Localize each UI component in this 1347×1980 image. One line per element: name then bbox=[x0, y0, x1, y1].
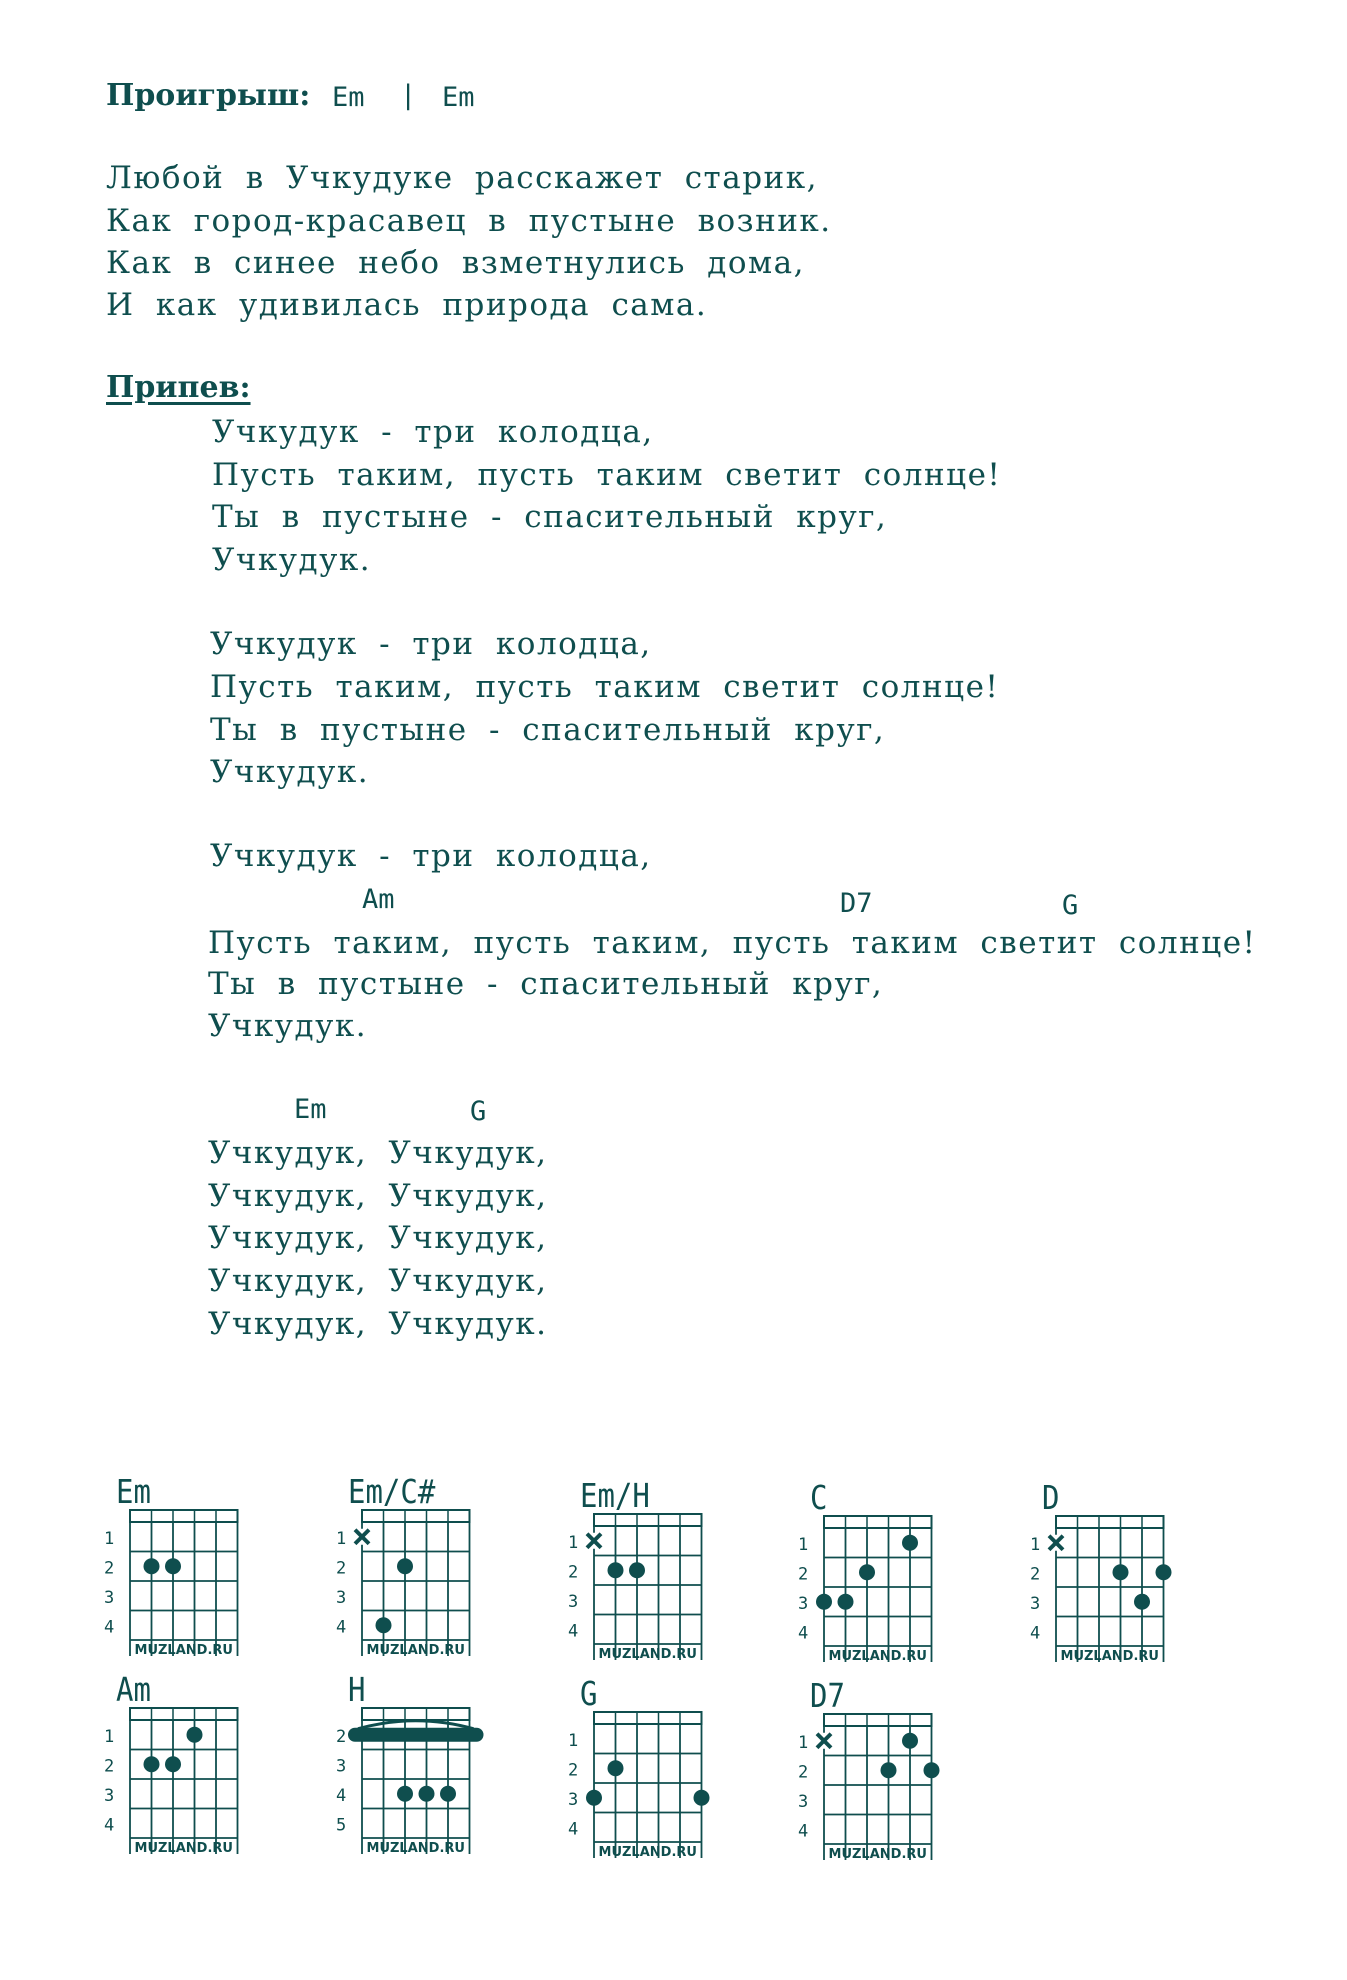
finger-dot bbox=[144, 1558, 160, 1574]
finger-dot bbox=[629, 1562, 645, 1578]
verse-line: Как город-красавец в пустыне возник. bbox=[106, 203, 832, 239]
finger-dot bbox=[608, 1760, 624, 1776]
fret-number: 4 bbox=[798, 1821, 809, 1842]
fret-number: 4 bbox=[1030, 1623, 1041, 1644]
fretboard bbox=[322, 1508, 492, 1670]
ending-line: Учкудук, Учкудук, bbox=[208, 1178, 548, 1214]
watermark-text: MUZLAND.RU bbox=[366, 1643, 465, 1658]
chord-g: G bbox=[1062, 890, 1079, 921]
finger-dot bbox=[165, 1558, 181, 1574]
chord-diagram-c bbox=[784, 1478, 954, 1678]
fretboard bbox=[90, 1508, 260, 1670]
fret-number: 3 bbox=[104, 1588, 115, 1609]
finger-dot bbox=[376, 1617, 392, 1633]
chord-diagram-am bbox=[90, 1670, 260, 1870]
muted-string-marker bbox=[816, 1733, 832, 1749]
watermark-text: MUZLAND.RU bbox=[366, 1841, 465, 1856]
finger-dot bbox=[187, 1727, 203, 1743]
fret-number: 4 bbox=[568, 1819, 579, 1840]
finger-dot bbox=[440, 1786, 456, 1802]
intro-separator: | bbox=[400, 80, 417, 111]
intro-label: Проигрыш: bbox=[106, 78, 311, 113]
intro-chord-2: Em bbox=[442, 82, 475, 113]
fretboard bbox=[784, 1514, 954, 1676]
fret-number: 4 bbox=[798, 1623, 809, 1644]
fret-number: 5 bbox=[336, 1815, 347, 1836]
chorus-line: Учкудук - три колодца, bbox=[212, 414, 654, 450]
chorus-line: Пусть таким, пусть таким светит солнце! bbox=[210, 669, 1000, 705]
chorus-line: Ты в пустыне - спасительный круг, bbox=[212, 499, 888, 535]
watermark-text: MUZLAND.RU bbox=[828, 1847, 927, 1862]
ending-line: Учкудук, Учкудук. bbox=[208, 1306, 548, 1342]
fret-number: 3 bbox=[336, 1756, 347, 1777]
watermark-text: MUZLAND.RU bbox=[598, 1647, 697, 1662]
chord-diagram-name: G bbox=[580, 1674, 598, 1714]
finger-dot bbox=[838, 1594, 854, 1610]
finger-dot bbox=[859, 1564, 875, 1580]
fret-number: 1 bbox=[568, 1533, 579, 1554]
finger-dot bbox=[694, 1790, 710, 1806]
chorus-line: Учкудук. bbox=[212, 542, 372, 578]
chord-diagram-g bbox=[554, 1674, 724, 1874]
chord-diagram-name: C bbox=[810, 1478, 828, 1518]
fret-number: 3 bbox=[798, 1594, 809, 1615]
verse-line: И как удивилась природа сама. bbox=[106, 287, 708, 323]
chorus-line: Учкудук - три колодца, bbox=[210, 838, 652, 874]
finger-dot bbox=[1156, 1564, 1172, 1580]
chord-diagram-em-h bbox=[554, 1476, 724, 1676]
fretboard-header bbox=[824, 1516, 932, 1528]
fret-number: 3 bbox=[568, 1790, 579, 1811]
fret-number: 2 bbox=[568, 1562, 579, 1583]
muted-string-marker bbox=[354, 1529, 370, 1545]
fret-number: 1 bbox=[798, 1535, 809, 1556]
fretboard bbox=[1016, 1514, 1186, 1676]
finger-dot bbox=[608, 1562, 624, 1578]
chorus-line: Учкудук - три колодца, bbox=[210, 626, 652, 662]
fret-number: 2 bbox=[798, 1564, 809, 1585]
fret-number: 2 bbox=[336, 1558, 347, 1579]
chord-diagram-h bbox=[322, 1670, 492, 1870]
fret-number: 4 bbox=[104, 1617, 115, 1638]
ending-line: Учкудук, Учкудук, bbox=[208, 1263, 548, 1299]
fret-number: 2 bbox=[798, 1762, 809, 1783]
fret-number: 3 bbox=[336, 1588, 347, 1609]
chord-diagram-name: D7 bbox=[810, 1676, 845, 1716]
finger-dot bbox=[881, 1762, 897, 1778]
chord-diagram-name: Em bbox=[116, 1472, 151, 1512]
chord-diagram-name: Em/C# bbox=[348, 1472, 436, 1512]
fret-number: 4 bbox=[104, 1815, 115, 1836]
fretboard-header bbox=[130, 1708, 238, 1720]
chorus-line: Учкудук. bbox=[210, 754, 370, 790]
chorus-line: Ты в пустыне - спасительный круг, bbox=[210, 712, 886, 748]
fret-number: 3 bbox=[104, 1786, 115, 1807]
barre-arc bbox=[358, 1721, 474, 1729]
finger-dot bbox=[397, 1558, 413, 1574]
fret-number: 3 bbox=[798, 1792, 809, 1813]
fret-number: 1 bbox=[104, 1529, 115, 1550]
fretboard-header bbox=[824, 1714, 932, 1726]
fretboard bbox=[322, 1706, 492, 1868]
muted-string-marker bbox=[1048, 1535, 1064, 1551]
verse-line: Любой в Учкудуке расскажет старик, bbox=[106, 160, 818, 196]
ending-line: Учкудук, Учкудук, bbox=[208, 1220, 548, 1256]
verse-line: Как в синее небо взметнулись дома, bbox=[106, 245, 805, 281]
fret-number: 4 bbox=[568, 1621, 579, 1642]
watermark-text: MUZLAND.RU bbox=[598, 1845, 697, 1860]
chorus-line: Учкудук. bbox=[208, 1008, 368, 1044]
watermark-text: MUZLAND.RU bbox=[828, 1649, 927, 1664]
fret-number: 1 bbox=[568, 1731, 579, 1752]
fretboard-header bbox=[362, 1708, 470, 1720]
fret-number: 1 bbox=[104, 1727, 115, 1748]
fret-number: 2 bbox=[336, 1727, 347, 1748]
chord-em: Em bbox=[294, 1094, 327, 1125]
fret-number: 1 bbox=[798, 1733, 809, 1754]
finger-dot bbox=[397, 1786, 413, 1802]
chord-diagram-name: H bbox=[348, 1670, 366, 1710]
finger-dot bbox=[924, 1762, 940, 1778]
finger-dot bbox=[586, 1790, 602, 1806]
chorus-label: Припев: bbox=[106, 370, 251, 405]
finger-dot bbox=[902, 1535, 918, 1551]
chord-diagram-name: Am bbox=[116, 1670, 151, 1710]
muted-string-marker bbox=[586, 1533, 602, 1549]
fret-number: 2 bbox=[104, 1558, 115, 1579]
fret-number: 2 bbox=[104, 1756, 115, 1777]
finger-dot bbox=[1113, 1564, 1129, 1580]
chorus-line: Ты в пустыне - спасительный круг, bbox=[208, 966, 884, 1002]
fretboard bbox=[90, 1706, 260, 1868]
chord-diagram-d bbox=[1016, 1478, 1186, 1678]
fretboard-header bbox=[594, 1514, 702, 1526]
fret-number: 1 bbox=[336, 1529, 347, 1550]
chorus-line: Пусть таким, пусть таким, пусть таким светит солнце! bbox=[208, 925, 1257, 961]
chord-diagram-name: D bbox=[1042, 1478, 1060, 1518]
finger-dot bbox=[816, 1594, 832, 1610]
fret-number: 3 bbox=[1030, 1594, 1041, 1615]
chord-diagram-em bbox=[90, 1472, 260, 1672]
finger-dot bbox=[144, 1756, 160, 1772]
fretboard bbox=[784, 1712, 954, 1874]
chord-diagram-em-c-sharp bbox=[322, 1472, 492, 1672]
chord-diagram-name: Em/H bbox=[580, 1476, 650, 1516]
fret-number: 4 bbox=[336, 1786, 347, 1807]
fret-number: 2 bbox=[568, 1760, 579, 1781]
finger-dot bbox=[902, 1733, 918, 1749]
ending-line: Учкудук, Учкудук, bbox=[208, 1135, 548, 1171]
finger-dot bbox=[165, 1756, 181, 1772]
chord-am: Am bbox=[362, 884, 395, 915]
fretboard-header bbox=[130, 1510, 238, 1522]
chord-g: G bbox=[470, 1096, 487, 1127]
fretboard bbox=[554, 1710, 724, 1872]
chord-d7: D7 bbox=[840, 888, 873, 919]
intro-chord-1: Em bbox=[332, 82, 365, 113]
finger-dot bbox=[1134, 1594, 1150, 1610]
chorus-line: Пусть таким, пусть таким светит солнце! bbox=[212, 457, 1002, 493]
chord-diagram-d7 bbox=[784, 1676, 954, 1876]
fretboard-header bbox=[362, 1510, 470, 1522]
fretboard-header bbox=[594, 1712, 702, 1724]
finger-dot bbox=[419, 1786, 435, 1802]
watermark-text: MUZLAND.RU bbox=[1060, 1649, 1159, 1664]
watermark-text: MUZLAND.RU bbox=[134, 1841, 233, 1856]
fret-number: 1 bbox=[1030, 1535, 1041, 1556]
fret-number: 3 bbox=[568, 1592, 579, 1613]
fretboard bbox=[554, 1512, 724, 1674]
fret-number: 2 bbox=[1030, 1564, 1041, 1585]
barre-bar bbox=[348, 1728, 484, 1742]
fret-number: 4 bbox=[336, 1617, 347, 1638]
watermark-text: MUZLAND.RU bbox=[134, 1643, 233, 1658]
fretboard-header bbox=[1056, 1516, 1164, 1528]
